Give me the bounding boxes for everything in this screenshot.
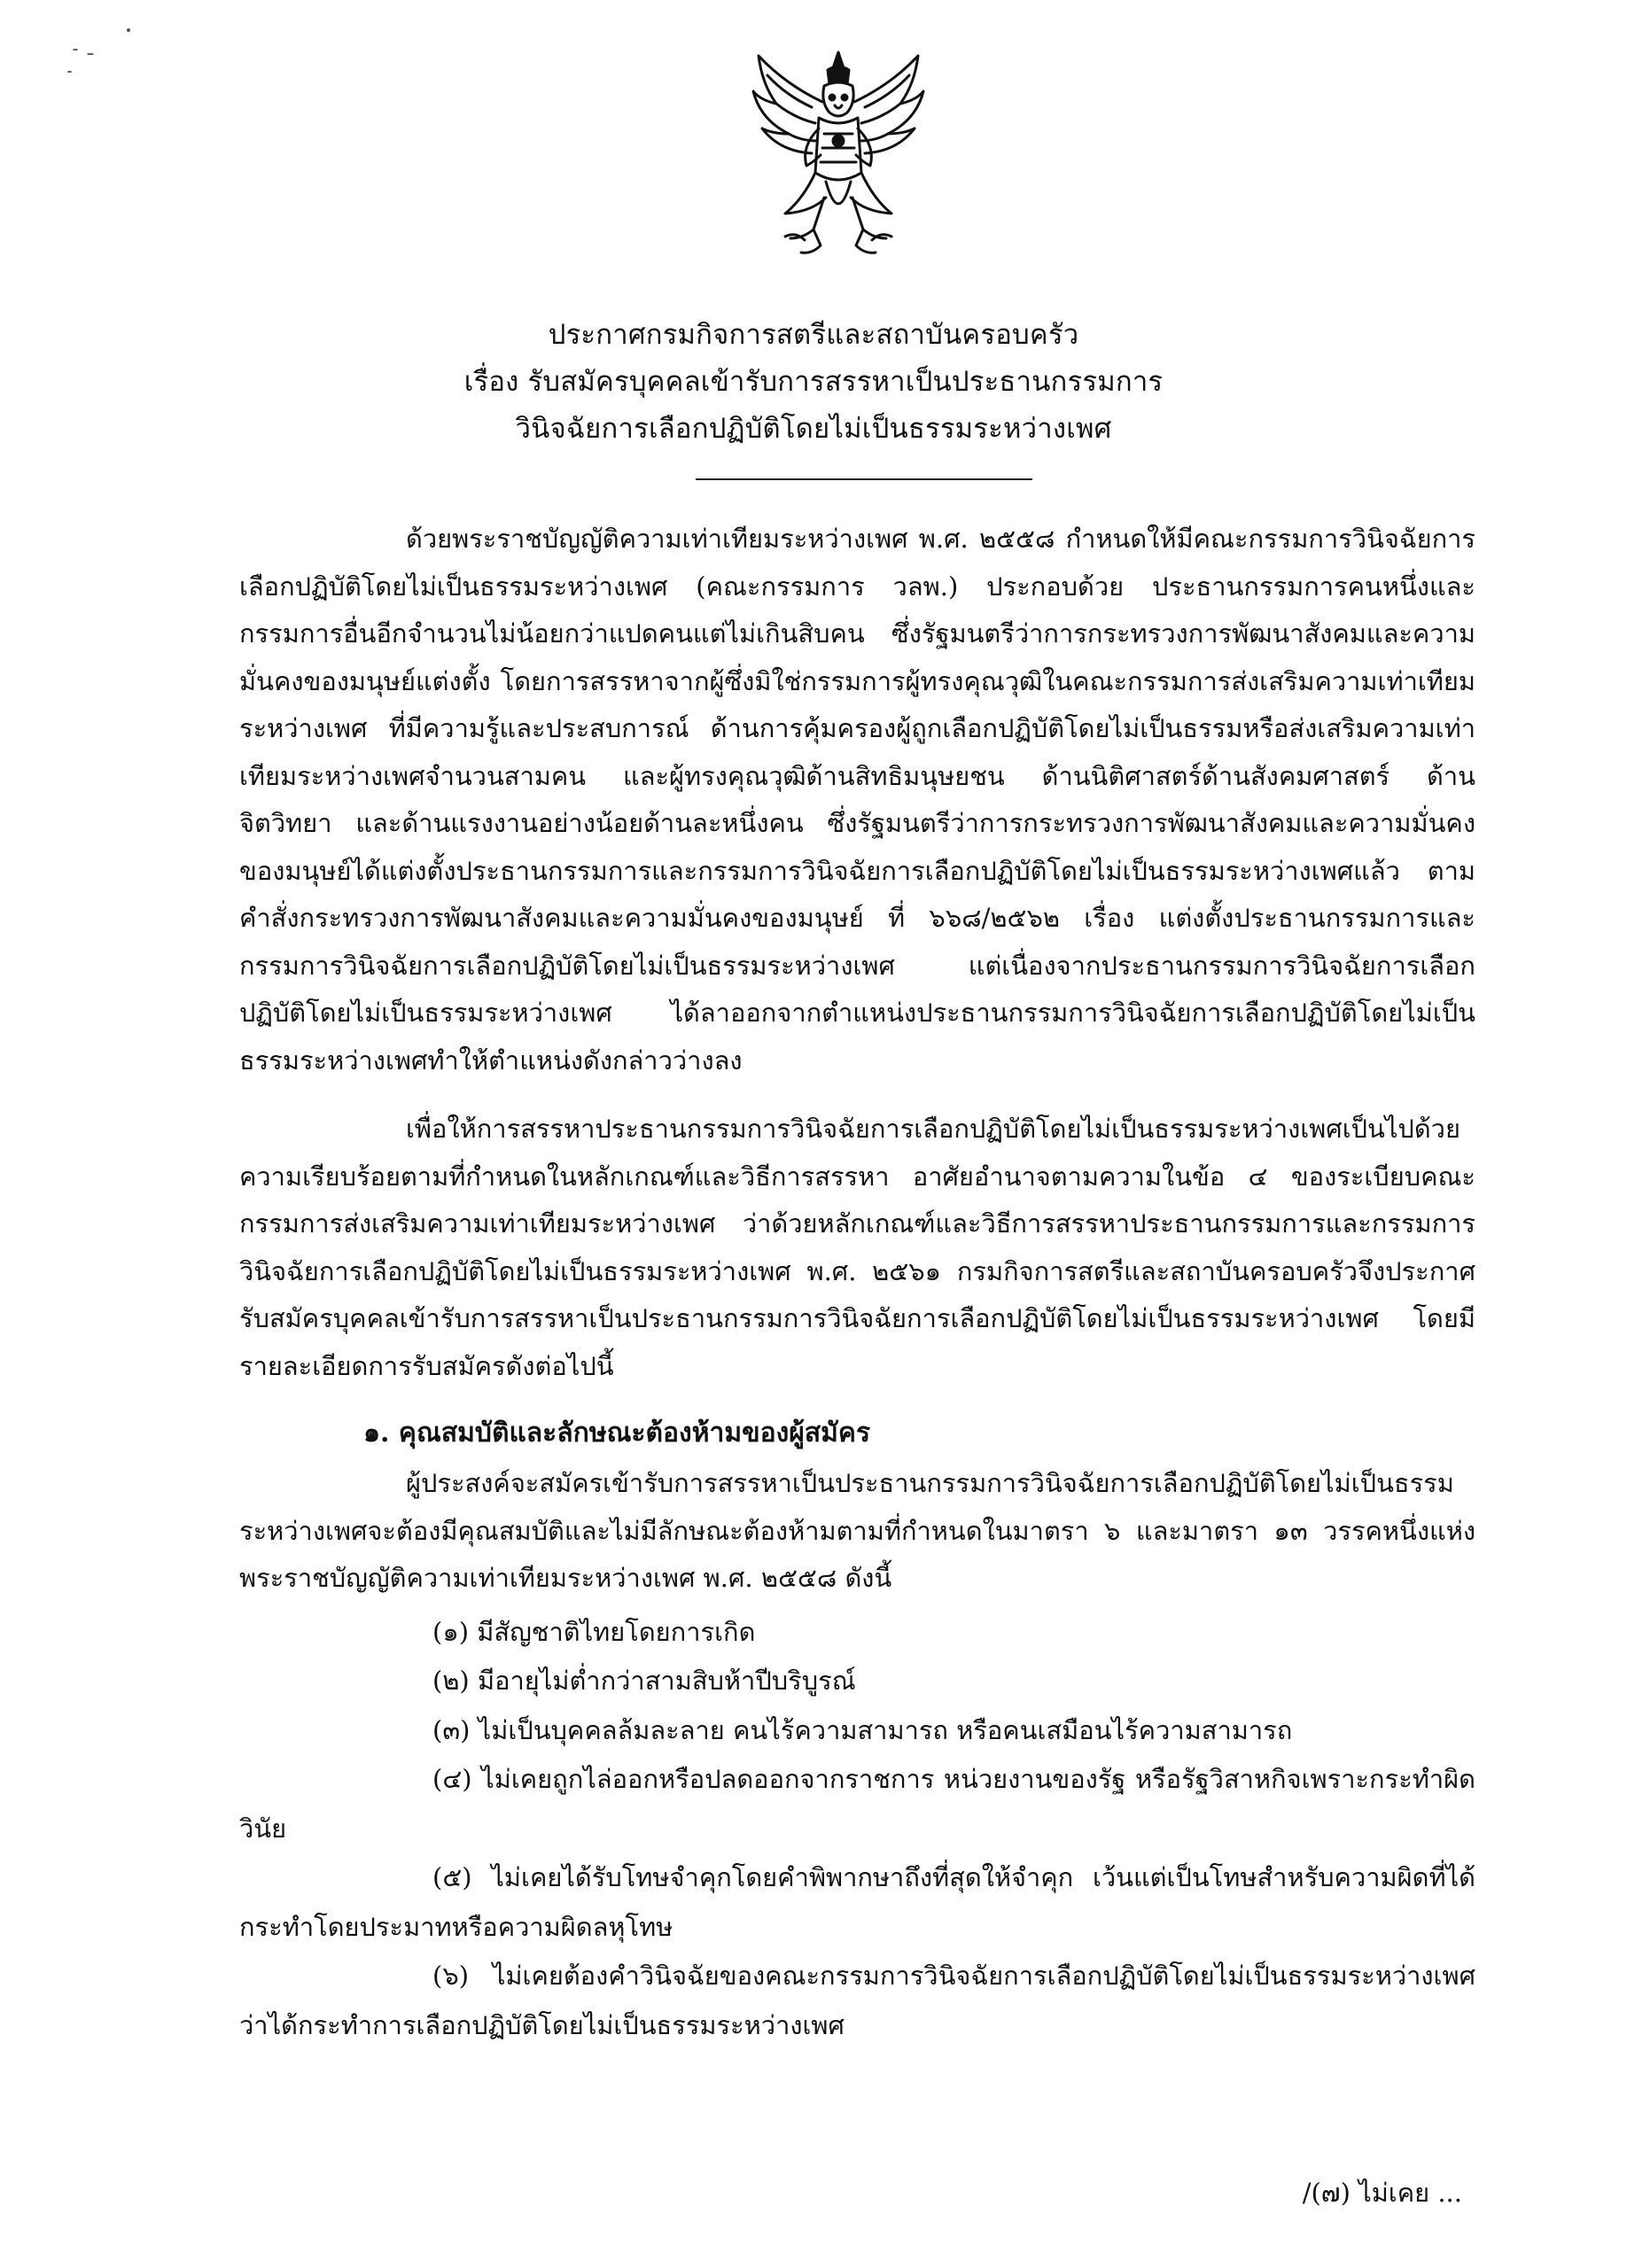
section-1-heading: ๑. คุณสมบัติและลักษณะต้องห้ามของผู้สมัคร — [363, 1418, 871, 1449]
title-line-2: เรื่อง รับสมัครบุคคลเข้ารับการสรรหาเป็นประธานกรรมการ — [463, 366, 1164, 398]
scan-speck — [73, 49, 78, 50]
scan-speck — [127, 28, 130, 32]
announcement-title — [0, 312, 1627, 453]
paragraph-1: ด้วยพระราชบัญญัติความเท่าเทียมระหว่างเพศ พ.ศ. ๒๕๕๘ กำหนดให้มีคณะกรรมการวินิจฉัยการเลือกปฏิบัติโดยไม่เป็นธรรมระหว่างเพศ (คณะกรรมการ วลพ.) ประกอบด้วย ประธานกรรมการคนหนึ่งและกรรมการอื่นอีกจำนวนไม่น้อยกว่าแปดคนแต่ไม่เกินสิบคน ซึ่งรัฐมนตรีว่าการกระทรวงการพัฒนาสังคมและความมั่นคงของมนุษย์แต่งตั้ง โดยการสรรหาจากผู้ซึ่งมิใช่กรรมการผู้ทรงคุณวุฒิในคณะกรรมการส่งเสริมความเท่าเทียมระหว่างเพศ ที่มีความรู้และประสบการณ์ ด้านการคุ้มครองผู้ถูกเลือกปฏิบัติโดยไม่เป็นธรรมหรือส่งเสริมความเท่าเทียมระหว่างเพศจำนวนสามคน และผู้ทรงคุณวุฒิด้านสิทธิมนุษยชน ด้านนิติศาสตร์ด้านสังคมศาสตร์ ด้านจิตวิทยา และด้านแรงงานอย่างน้อยด้านละหนึ่งคน ซึ่งรัฐมนตรีว่าการกระทรวงการพัฒนาสังคมและความมั่นคงของมนุษย์ได้แต่งตั้งประธานกรรมการและกรรมการวินิจฉัยการเลือกปฏิบัติโดยไม่เป็นธรรมระหว่างเพศแล้ว ตามคำสั่งกระทรวงการพัฒนาสังคมและความมั่นคงของมนุษย์ ที่ ๖๖๘/๒๕๖๒ เรื่อง แต่งตั้งประธานกรรมการและกรรมการวินิจฉัยการเลือกปฏิบัติโดยไม่เป็นธรรมระหว่างเพศ แต่เนื่องจากประธานกรรมการวินิจฉัยการเลือกปฏิบัติโดยไม่เป็นธรรมระหว่างเพศ ได้ลาออกจากตำแหน่งประธานกรรมการวินิจฉัยการเลือกปฏิบัติโดยไม่เป็นธรรมระหว่างเพศทำให้ตำแหน่งดังกล่าวว่างลง — [239, 524, 1475, 1076]
list-item: (๕) ไม่เคยได้รับโทษจำคุกโดยคำพิพากษาถึงที่สุดให้จำคุก เว้นแต่เป็นโทษสำหรับความผิดที่ได้กระทำโดยประมาทหรือความผิดลหุโทษ — [239, 1862, 1475, 1942]
section-1-intro: ผู้ประสงค์จะสมัครเข้ารับการสรรหาเป็นประธานกรรมการวินิจฉัยการเลือกปฏิบัติโดยไม่เป็นธรรมระหว่างเพศจะต้องมีคุณสมบัติและไม่มีลักษณะต้องห้ามตามที่กำหนดในมาตรา ๖ และมาตรา ๑๓ วรรคหนึ่งแห่งพระราชบัญญัติความเท่าเทียมระหว่างเพศ พ.ศ. ๒๕๕๘ ดังนี้ — [239, 1468, 1475, 1593]
scan-speck — [87, 53, 94, 55]
title-line-3: วินิจฉัยการเลือกปฏิบัติโดยไม่เป็นธรรมระหว่างเพศ — [515, 413, 1112, 445]
document-body — [239, 516, 1475, 2050]
list-item: (๒) มีอายุไม่ต่ำกว่าสามสิบห้าปีบริบูรณ์ — [432, 1666, 856, 1696]
list-item: (๑) มีสัญชาติไทยโดยการเกิด — [432, 1616, 756, 1647]
continued-marker: /(๗) ไม่เคย ... — [1302, 2178, 1462, 2208]
list-item: (๓) ไม่เป็นบุคคลล้มละลาย คนไร้ความสามารถ หรือคนเสมือนไร้ความสามารถ — [432, 1714, 1293, 1745]
list-item: (๖) ไม่เคยต้องคำวินิจฉัยของคณะกรรมการวินิจฉัยการเลือกปฏิบัติโดยไม่เป็นธรรมระหว่างเพศว่าได้กระทำการเลือกปฏิบัติโดยไม่เป็นธรรมระหว่างเพศ — [239, 1961, 1475, 2040]
paragraph-2: เพื่อให้การสรรหาประธานกรรมการวินิจฉัยการเลือกปฏิบัติโดยไม่เป็นธรรมระหว่างเพศเป็นไปด้วยความเรียบร้อยตามที่กำหนดในหลักเกณฑ์และวิธีการสรรหา อาศัยอำนาจตามความในข้อ ๔ ของระเบียบคณะกรรมการส่งเสริมความเท่าเทียมระหว่างเพศ ว่าด้วยหลักเกณฑ์และวิธีการสรรหาประธานกรรมการและกรรมการวินิจฉัยการเลือกปฏิบัติโดยไม่เป็นธรรมระหว่างเพศ พ.ศ. ๒๕๖๑ กรมกิจการสตรีและสถาบันครอบครัวจึงประกาศรับสมัครบุคคลเข้ารับการสรรหาเป็นประธานกรรมการวินิจฉัยการเลือกปฏิบัติโดยไม่เป็นธรรมระหว่างเพศ โดยมีรายละเอียดการรับสมัครดังต่อไปนี้ — [239, 1114, 1475, 1381]
title-line-1: ประกาศกรมกิจการสตรีและสถาบันครอบครัว — [548, 319, 1079, 351]
title-divider — [696, 478, 1032, 480]
scan-speck — [67, 71, 72, 73]
qualification-list — [239, 1608, 1475, 2051]
list-item: (๔) ไม่เคยถูกไล่ออกหรือปลดออกจากราชการ หน่วยงานของรัฐ หรือรัฐวิสาหกิจเพราะกระทำผิดวินัย — [239, 1764, 1475, 1844]
garuda-emblem-icon — [750, 49, 927, 261]
